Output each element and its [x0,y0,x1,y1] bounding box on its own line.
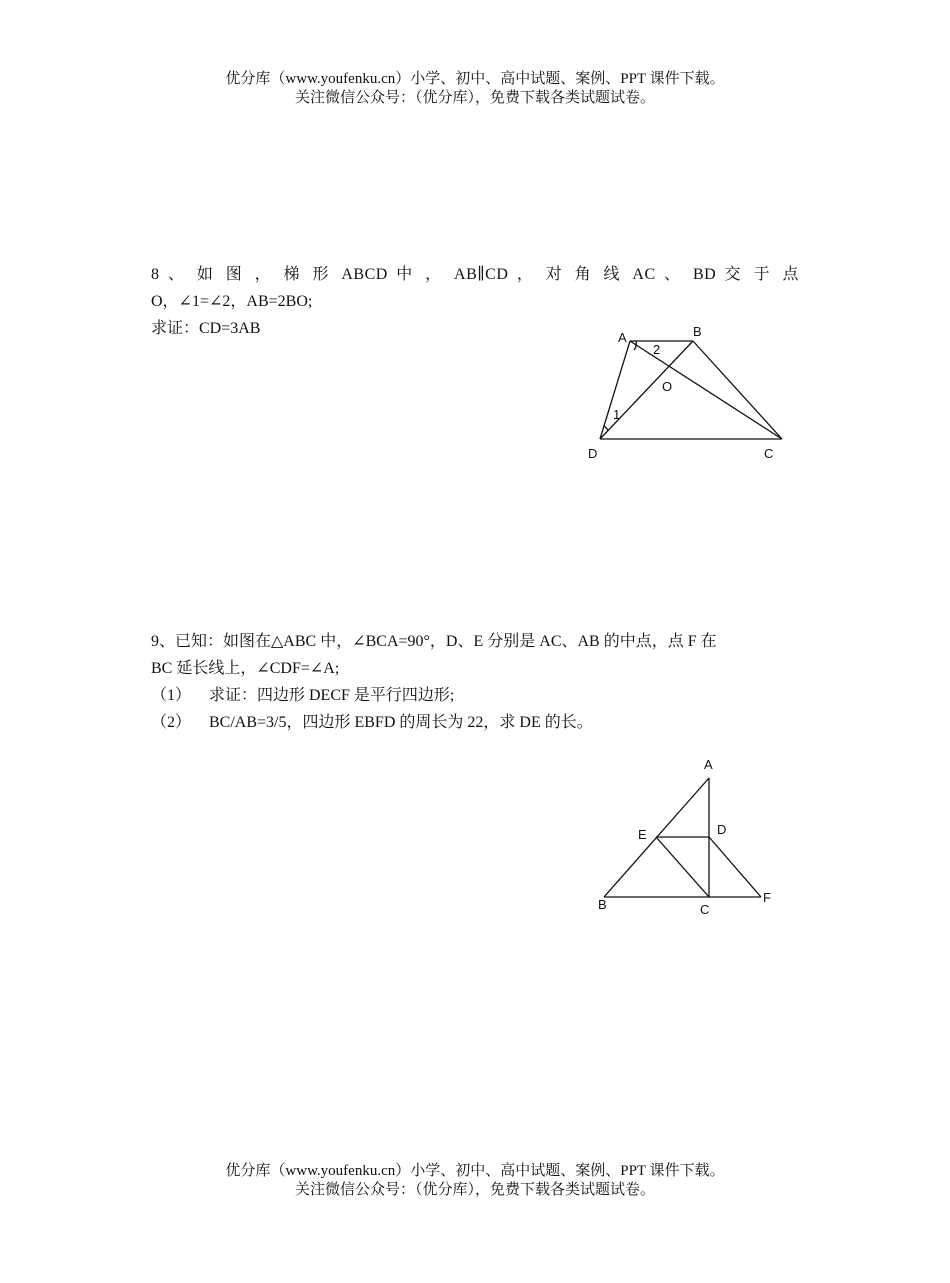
angle-1-arc [604,426,608,431]
segment-DF [709,837,761,897]
label-O: O [662,379,673,394]
segment-AD [600,341,630,439]
label-C: C [764,446,774,461]
header-line-2: 关注微信公众号：（优分库），免费下载各类试题试卷。 [294,90,655,106]
problem-9-sub-2 [151,709,799,736]
problem-9-sub-1 [151,682,799,709]
problem-9-line-2: BC 延长线上，∠CDF=∠A; [151,660,340,677]
label-B: B [693,324,702,339]
label-D: D [588,446,598,461]
problem-8-line-3: 求证：CD=3AB [151,320,261,337]
label-angle-2: 2 [653,342,661,357]
page-footer [0,1162,950,1200]
problem-8-line-1: 8 、 如 图 ， 梯 形 ABCD 中 ， AB∥CD ， 对 角 线 AC 、 BD 交 于 点 [151,266,799,283]
sub-1-text: 求证：四边形 DECF 是平行四边形; [209,687,455,704]
sub-2-text: BC/AB=3/5，四边形 EBFD 的周长为 22，求 DE 的长。 [209,714,593,731]
triangle-figure [590,750,790,920]
label-C: C [700,902,710,917]
footer-line-1: 优分库（www.youfenku.cn）小学、初中、高中试题、案例、PPT 课件下载。 [225,1163,725,1179]
sub-2-number: （2） [151,714,192,731]
label-angle-1: 1 [613,407,621,422]
label-F: F [763,890,771,905]
label-B: B [598,897,607,912]
sub-1-number: （1） [151,687,192,704]
label-A: A [704,757,713,772]
header-line-1: 优分库（www.youfenku.cn）小学、初中、高中试题、案例、PPT 课件下载。 [225,71,725,87]
problem-9 [151,628,799,736]
label-E: E [638,827,647,842]
problem-9-line-1: 9、已知：如图在△ABC 中，∠BCA=90°，D、E 分别是 AC、AB 的中点，点 F 在 [151,633,717,650]
angle-2-arc [634,341,636,350]
footer-line-2: 关注微信公众号：（优分库），免费下载各类试题试卷。 [294,1182,655,1198]
trapezoid-figure [580,320,800,465]
page-header [0,70,950,108]
problem-8-line-2: O，∠1=∠2，AB=2BO; [151,293,313,310]
label-D: D [717,822,727,837]
diagonal-BD [600,341,693,439]
label-A: A [618,330,627,345]
segment-EC [656,837,709,897]
